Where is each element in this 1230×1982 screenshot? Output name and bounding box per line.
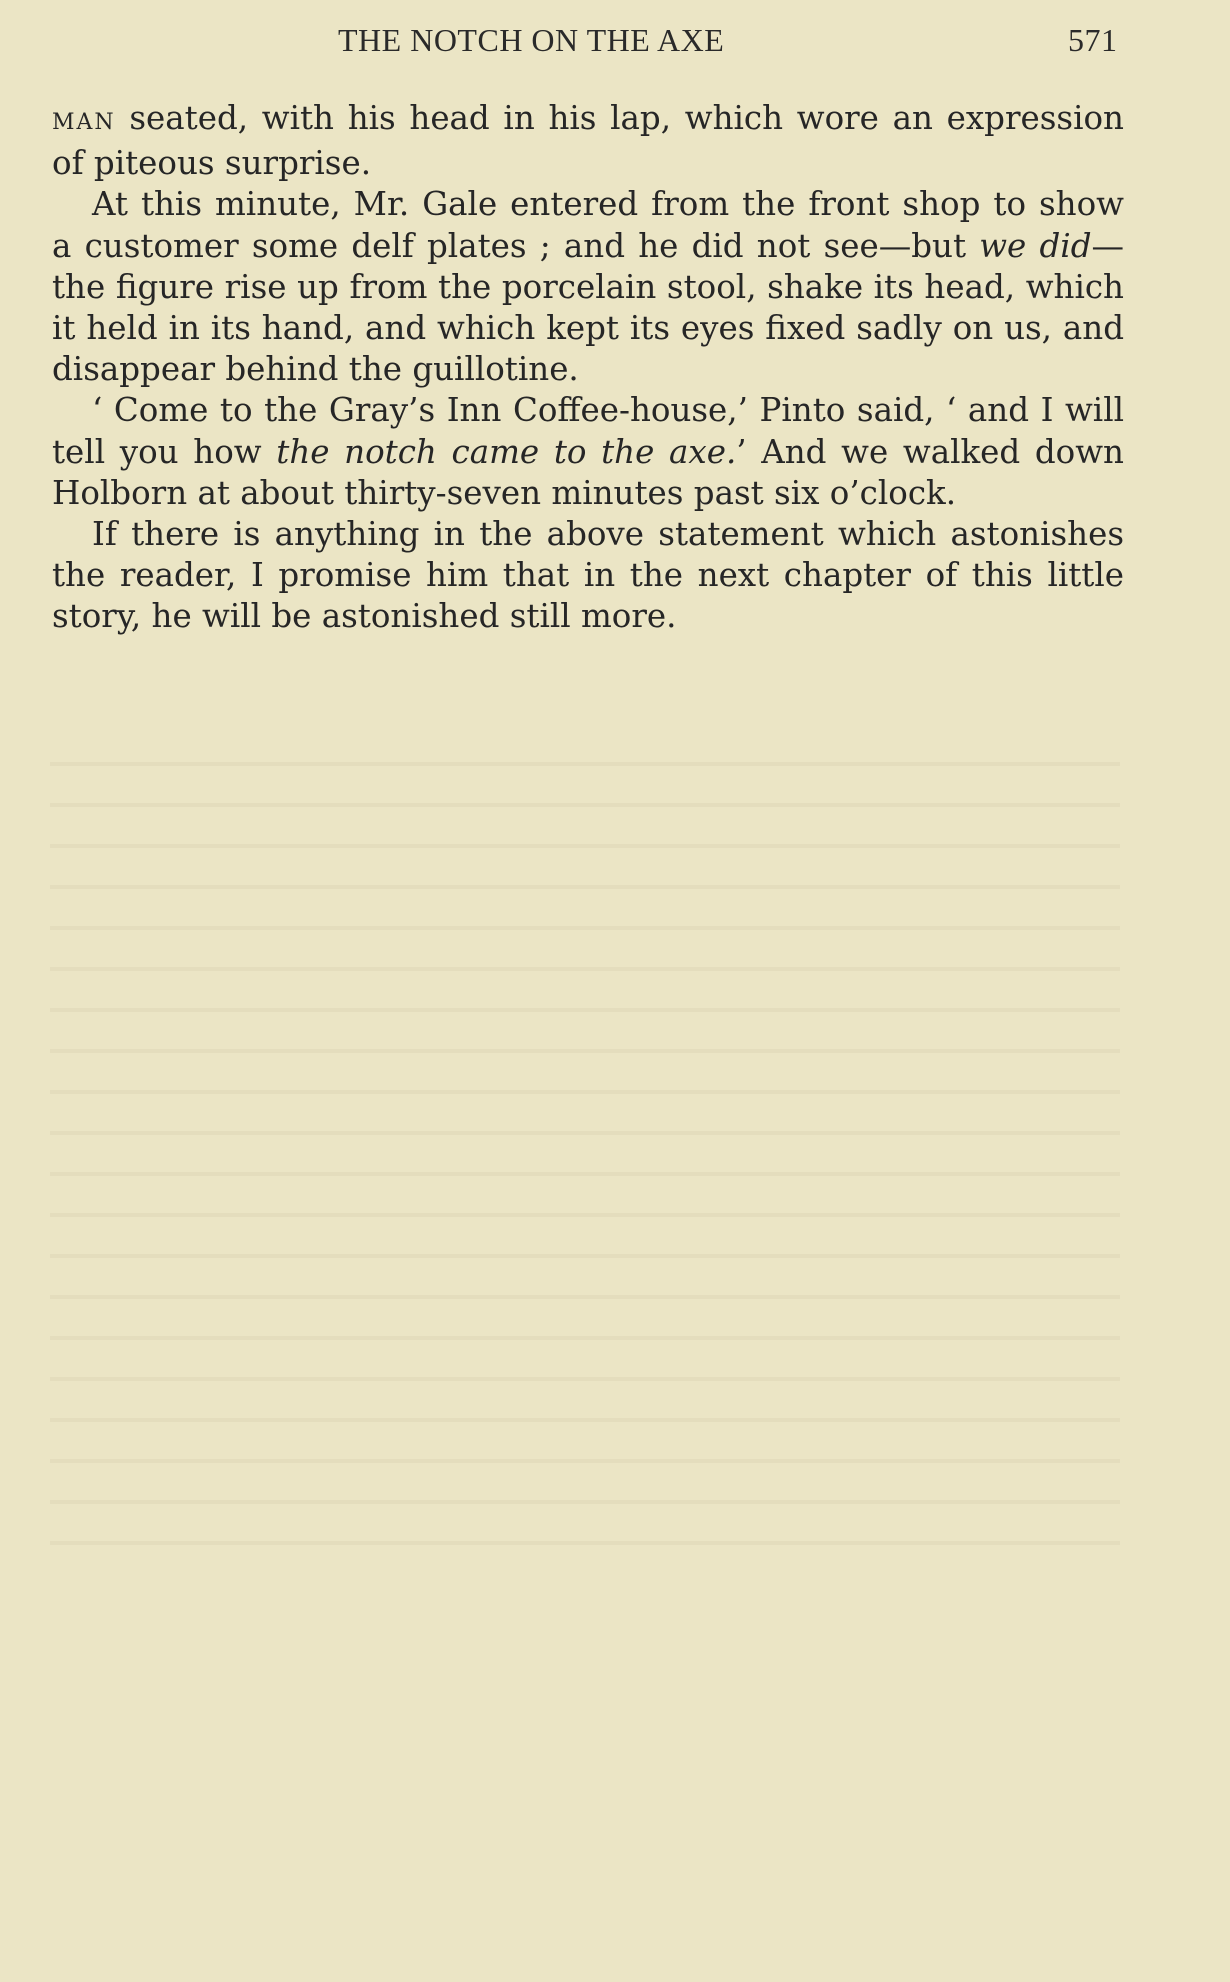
- paragraph-4-text: If there is anything in the above statement which astonishes the reader, I promise him that in the next chapter of this little story, he will be astonished still more.: [52, 515, 1124, 636]
- paragraph-2-text-after: —the figure rise up from the porcelain stool, shake its head, which it held in its hand, and which kept its eyes fixed sadly on us, and disappear behind the guillotine.: [52, 226, 1124, 389]
- smallcaps-lead: MAN: [52, 110, 116, 135]
- paragraph-2-italic: we did: [979, 226, 1092, 265]
- paragraph-3-text-before: ‘ Come to the Gray’s Inn Coffee-house,’ Pinto said, ‘ and I will tell you how: [52, 391, 1124, 471]
- body-text: [52, 98, 1124, 638]
- paragraph-2-text-before: At this minute, Mr. Gale entered from the front shop to show a customer some delf plates ; and he did not see—but: [52, 185, 1124, 265]
- paragraph-4: [52, 514, 1124, 638]
- page-number: 571: [1068, 22, 1118, 58]
- running-title: THE NOTCH ON THE AXE: [338, 22, 725, 58]
- paragraph-3-text-after: ’ And we walked down Holborn at about thirty-seven minutes past six o’clock.: [52, 432, 1124, 512]
- paragraph-1: [52, 98, 1124, 184]
- paragraph-3-italic: the notch came to the axe.: [276, 432, 737, 471]
- paragraph-1-text: seated, with his head in his lap, which wore an expression of piteous surprise.: [52, 99, 1124, 183]
- paragraph-3: [52, 390, 1124, 514]
- paragraph-2: [52, 184, 1124, 390]
- running-head: [0, 22, 1230, 62]
- show-through-bleed: [50, 740, 1120, 1560]
